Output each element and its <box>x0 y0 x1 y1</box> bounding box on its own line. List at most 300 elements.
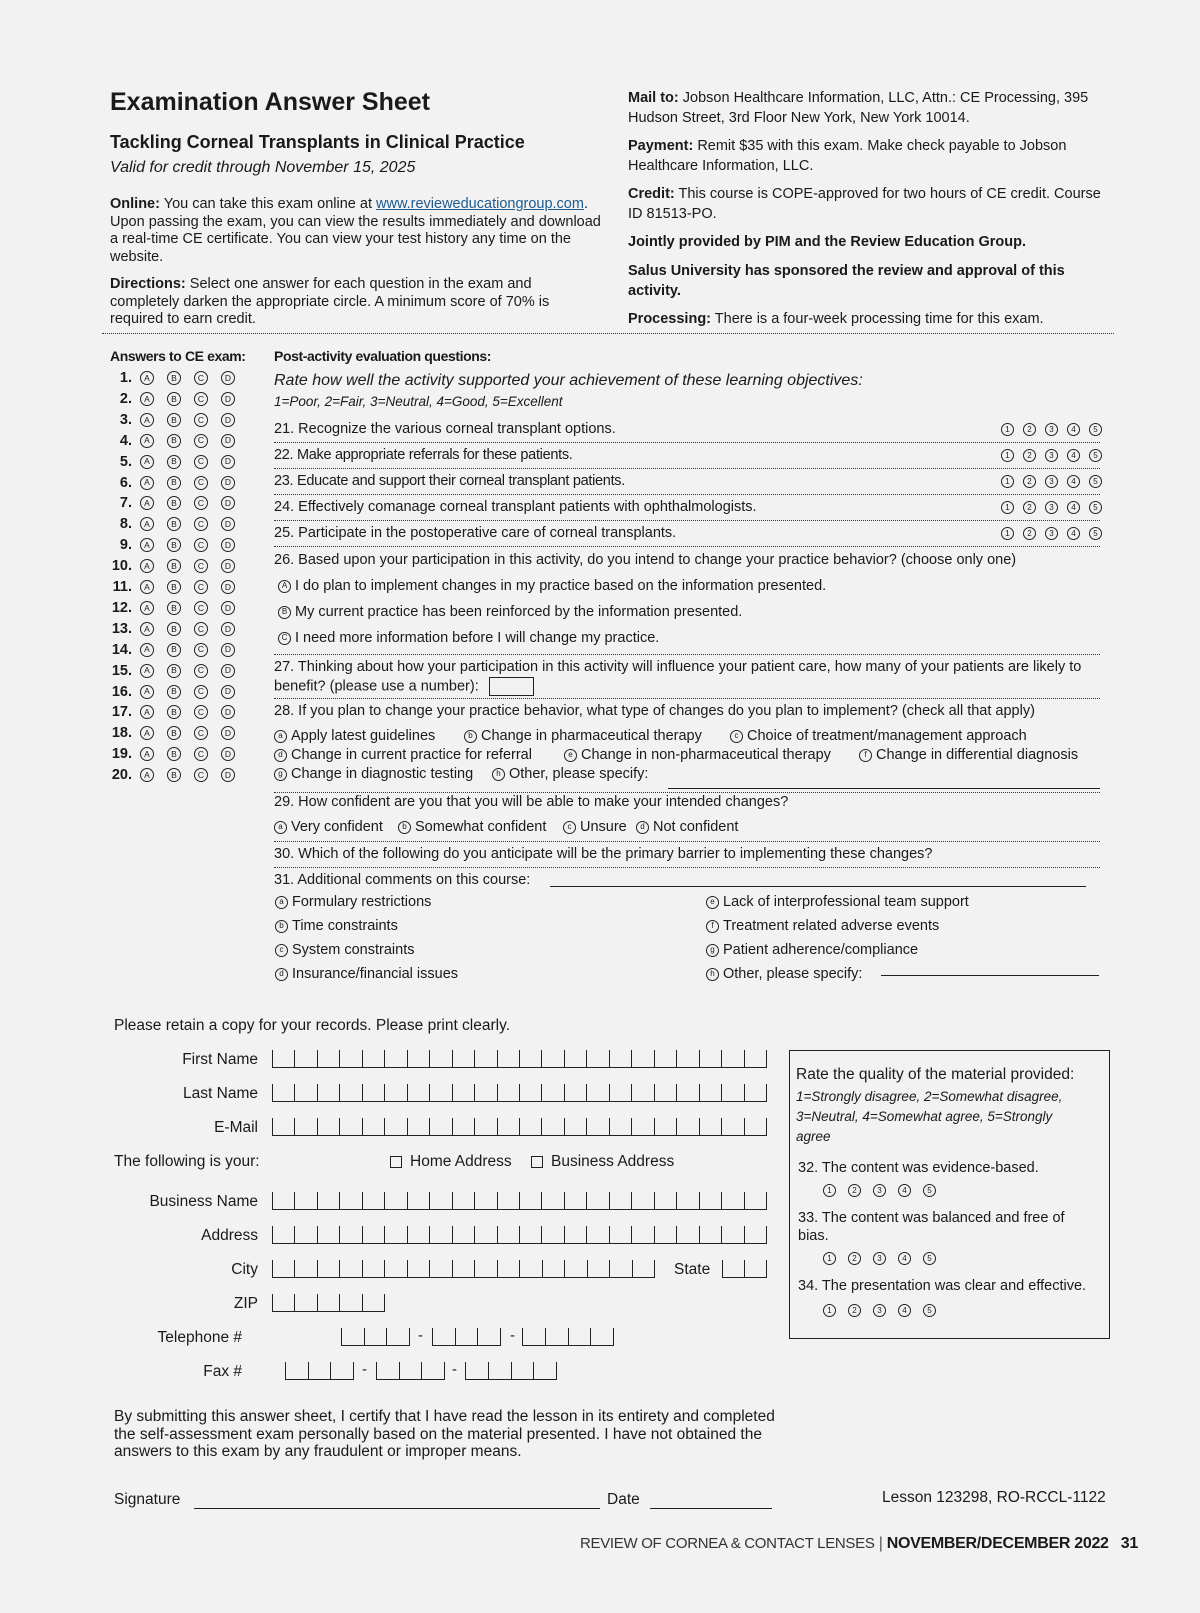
rating-bubble-5[interactable]: 5 <box>1089 423 1102 436</box>
q31-comment-line[interactable] <box>550 886 1086 887</box>
char-box[interactable] <box>744 1192 767 1209</box>
char-box[interactable] <box>429 1118 451 1135</box>
fax-line-boxes[interactable] <box>465 1362 557 1380</box>
answer-bubble-c[interactable]: C <box>194 726 208 740</box>
answer-bubble-b[interactable]: B <box>167 768 181 782</box>
answer-bubble-a[interactable]: A <box>140 601 154 615</box>
answer-bubble-d[interactable]: D <box>221 413 235 427</box>
answer-bubble-b[interactable]: B <box>167 538 181 552</box>
char-box[interactable] <box>564 1050 586 1067</box>
barrier-option-d[interactable] <box>275 966 458 982</box>
char-box[interactable] <box>384 1226 406 1243</box>
char-box[interactable] <box>339 1192 361 1209</box>
char-box[interactable] <box>429 1084 451 1101</box>
answer-bubble-a[interactable]: A <box>140 664 154 678</box>
answer-bubble-b[interactable]: B <box>167 643 181 657</box>
char-box[interactable] <box>339 1084 361 1101</box>
rating-bubble-2[interactable]: 2 <box>1023 423 1036 436</box>
q29-option-d[interactable] <box>636 819 738 835</box>
rating-bubble-4[interactable]: 4 <box>1067 501 1080 514</box>
char-box[interactable] <box>511 1362 534 1379</box>
rating-bubble-5[interactable]: 5 <box>1089 501 1102 514</box>
char-box[interactable] <box>339 1226 361 1243</box>
char-box[interactable] <box>474 1050 496 1067</box>
char-box[interactable] <box>522 1328 545 1345</box>
char-box[interactable] <box>317 1084 339 1101</box>
char-box[interactable] <box>474 1192 496 1209</box>
home-address-checkbox[interactable] <box>390 1156 402 1168</box>
barrier-option-h[interactable] <box>706 966 862 982</box>
char-box[interactable] <box>654 1226 676 1243</box>
answer-bubble-a[interactable]: A <box>140 580 154 594</box>
q29-option-c-bubble[interactable]: c <box>563 821 576 834</box>
answer-bubble-a[interactable]: A <box>140 476 154 490</box>
char-box[interactable] <box>399 1362 422 1379</box>
char-box[interactable] <box>272 1294 294 1311</box>
answer-bubble-b[interactable]: B <box>167 726 181 740</box>
char-box[interactable] <box>488 1362 511 1379</box>
quality-bubble-4[interactable]: 4 <box>898 1304 911 1317</box>
q28-option-f-bubble[interactable]: f <box>859 749 872 762</box>
q26-option-c-bubble[interactable]: C <box>278 632 291 645</box>
quality-bubble-2[interactable]: 2 <box>848 1252 861 1265</box>
quality-bubble-5[interactable]: 5 <box>923 1304 936 1317</box>
char-box[interactable] <box>541 1226 563 1243</box>
q29-option-d-bubble[interactable]: d <box>636 821 649 834</box>
char-box[interactable] <box>465 1362 488 1379</box>
char-box[interactable] <box>586 1050 608 1067</box>
answer-bubble-b[interactable]: B <box>167 517 181 531</box>
answer-bubble-a[interactable]: A <box>140 622 154 636</box>
answer-bubble-d[interactable]: D <box>221 517 235 531</box>
answer-bubble-a[interactable]: A <box>140 747 154 761</box>
char-box[interactable] <box>721 1050 743 1067</box>
rating-bubble-1[interactable]: 1 <box>1001 501 1014 514</box>
answer-bubble-d[interactable]: D <box>221 643 235 657</box>
char-box[interactable] <box>317 1294 339 1311</box>
char-box[interactable] <box>744 1084 767 1101</box>
answer-bubble-d[interactable]: D <box>221 726 235 740</box>
q29-option-a-bubble[interactable]: a <box>274 821 287 834</box>
char-box[interactable] <box>586 1192 608 1209</box>
answer-bubble-a[interactable]: A <box>140 643 154 657</box>
char-box[interactable] <box>384 1050 406 1067</box>
char-box[interactable] <box>384 1084 406 1101</box>
char-box[interactable] <box>631 1118 653 1135</box>
answer-bubble-d[interactable]: D <box>221 538 235 552</box>
char-box[interactable] <box>631 1050 653 1067</box>
rating-bubble-1[interactable]: 1 <box>1001 449 1014 462</box>
char-box[interactable] <box>362 1118 384 1135</box>
q26-option-c[interactable] <box>278 630 659 646</box>
answer-bubble-c[interactable]: C <box>194 664 208 678</box>
char-box[interactable] <box>474 1084 496 1101</box>
char-box[interactable] <box>609 1192 631 1209</box>
char-box[interactable] <box>294 1294 316 1311</box>
char-box[interactable] <box>294 1118 316 1135</box>
char-box[interactable] <box>407 1050 429 1067</box>
online-link[interactable]: www.revieweducationgroup.com <box>376 196 584 212</box>
char-box[interactable] <box>272 1260 294 1277</box>
rating-bubble-4[interactable]: 4 <box>1067 449 1080 462</box>
barrier-option-b-bubble[interactable]: b <box>275 920 288 933</box>
answer-bubble-d[interactable]: D <box>221 434 235 448</box>
answer-bubble-a[interactable]: A <box>140 371 154 385</box>
answer-bubble-d[interactable]: D <box>221 622 235 636</box>
char-box[interactable] <box>699 1084 721 1101</box>
char-box[interactable] <box>407 1192 429 1209</box>
q28-option-d[interactable] <box>274 747 532 763</box>
q29-option-a[interactable] <box>274 819 383 835</box>
answer-bubble-c[interactable]: C <box>194 747 208 761</box>
answer-bubble-b[interactable]: B <box>167 685 181 699</box>
char-box[interactable] <box>294 1226 316 1243</box>
barrier-option-a[interactable] <box>275 894 431 910</box>
char-box[interactable] <box>308 1362 331 1379</box>
q28-option-a[interactable] <box>274 728 435 744</box>
char-box[interactable] <box>722 1260 744 1277</box>
answer-bubble-b[interactable]: B <box>167 413 181 427</box>
rating-bubble-4[interactable]: 4 <box>1067 527 1080 540</box>
char-box[interactable] <box>452 1192 474 1209</box>
char-box[interactable] <box>272 1226 294 1243</box>
barrier-other-line[interactable] <box>881 975 1099 976</box>
char-box[interactable] <box>452 1118 474 1135</box>
answer-bubble-c[interactable]: C <box>194 685 208 699</box>
char-box[interactable] <box>631 1192 653 1209</box>
answer-bubble-a[interactable]: A <box>140 496 154 510</box>
q28-option-b-bubble[interactable]: b <box>464 730 477 743</box>
answer-bubble-c[interactable]: C <box>194 413 208 427</box>
char-box[interactable] <box>744 1260 767 1277</box>
answer-bubble-a[interactable]: A <box>140 392 154 406</box>
address-boxes[interactable] <box>272 1226 767 1244</box>
answer-bubble-a[interactable]: A <box>140 455 154 469</box>
quality-bubble-1[interactable]: 1 <box>823 1252 836 1265</box>
quality-bubble-1[interactable]: 1 <box>823 1304 836 1317</box>
quality-bubble-4[interactable]: 4 <box>898 1252 911 1265</box>
char-box[interactable] <box>339 1260 361 1277</box>
char-box[interactable] <box>721 1118 743 1135</box>
char-box[interactable] <box>564 1226 586 1243</box>
char-box[interactable] <box>587 1260 609 1277</box>
answer-bubble-d[interactable]: D <box>221 747 235 761</box>
answer-bubble-c[interactable]: C <box>194 371 208 385</box>
answer-bubble-d[interactable]: D <box>221 601 235 615</box>
char-box[interactable] <box>452 1050 474 1067</box>
rating-bubble-1[interactable]: 1 <box>1001 527 1014 540</box>
char-box[interactable] <box>429 1192 451 1209</box>
quality-bubble-4[interactable]: 4 <box>898 1184 911 1197</box>
answer-bubble-a[interactable]: A <box>140 559 154 573</box>
char-box[interactable] <box>497 1050 519 1067</box>
q26-option-b[interactable] <box>278 604 742 620</box>
quality-bubble-1[interactable]: 1 <box>823 1184 836 1197</box>
barrier-option-a-bubble[interactable]: a <box>275 896 288 909</box>
char-box[interactable] <box>721 1084 743 1101</box>
char-box[interactable] <box>317 1050 339 1067</box>
char-box[interactable] <box>654 1192 676 1209</box>
char-box[interactable] <box>272 1118 294 1135</box>
char-box[interactable] <box>407 1260 429 1277</box>
answer-bubble-c[interactable]: C <box>194 580 208 594</box>
char-box[interactable] <box>339 1118 361 1135</box>
char-box[interactable] <box>497 1084 519 1101</box>
char-box[interactable] <box>676 1084 698 1101</box>
char-box[interactable] <box>564 1084 586 1101</box>
char-box[interactable] <box>362 1192 384 1209</box>
char-box[interactable] <box>609 1084 631 1101</box>
answer-bubble-b[interactable]: B <box>167 559 181 573</box>
char-box[interactable] <box>432 1328 455 1345</box>
char-box[interactable] <box>631 1084 653 1101</box>
quality-bubble-3[interactable]: 3 <box>873 1304 886 1317</box>
barrier-option-g[interactable] <box>706 942 918 958</box>
q26-option-a-bubble[interactable]: A <box>278 580 291 593</box>
char-box[interactable] <box>631 1226 653 1243</box>
char-box[interactable] <box>421 1362 445 1379</box>
rating-bubble-5[interactable]: 5 <box>1089 527 1102 540</box>
char-box[interactable] <box>545 1328 568 1345</box>
char-box[interactable] <box>676 1050 698 1067</box>
q28-option-d-bubble[interactable]: d <box>274 749 287 762</box>
answer-bubble-b[interactable]: B <box>167 496 181 510</box>
q28-option-h[interactable] <box>492 766 648 782</box>
rating-bubble-5[interactable]: 5 <box>1089 475 1102 488</box>
char-box[interactable] <box>384 1260 406 1277</box>
char-box[interactable] <box>519 1226 541 1243</box>
char-box[interactable] <box>339 1050 361 1067</box>
char-box[interactable] <box>317 1260 339 1277</box>
email-boxes[interactable] <box>272 1118 767 1136</box>
business-address-option[interactable] <box>531 1153 674 1171</box>
char-box[interactable] <box>272 1050 294 1067</box>
answer-bubble-a[interactable]: A <box>140 538 154 552</box>
barrier-option-f[interactable] <box>706 918 939 934</box>
barrier-option-g-bubble[interactable]: g <box>706 944 719 957</box>
char-box[interactable] <box>362 1294 385 1311</box>
answer-bubble-c[interactable]: C <box>194 622 208 636</box>
answer-bubble-c[interactable]: C <box>194 476 208 490</box>
telephone-prefix-boxes[interactable] <box>432 1328 501 1346</box>
char-box[interactable] <box>699 1118 721 1135</box>
char-box[interactable] <box>519 1192 541 1209</box>
answer-bubble-b[interactable]: B <box>167 371 181 385</box>
q29-option-c[interactable] <box>563 819 627 835</box>
char-box[interactable] <box>721 1226 743 1243</box>
answer-bubble-a[interactable]: A <box>140 705 154 719</box>
char-box[interactable] <box>339 1294 361 1311</box>
char-box[interactable] <box>564 1260 586 1277</box>
rating-bubble-3[interactable]: 3 <box>1045 501 1058 514</box>
char-box[interactable] <box>744 1118 767 1135</box>
rating-bubble-2[interactable]: 2 <box>1023 449 1036 462</box>
answer-bubble-c[interactable]: C <box>194 601 208 615</box>
char-box[interactable] <box>407 1084 429 1101</box>
char-box[interactable] <box>362 1050 384 1067</box>
rating-bubble-4[interactable]: 4 <box>1067 423 1080 436</box>
rating-bubble-2[interactable]: 2 <box>1023 501 1036 514</box>
char-box[interactable] <box>386 1328 410 1345</box>
answer-bubble-c[interactable]: C <box>194 768 208 782</box>
char-box[interactable] <box>452 1226 474 1243</box>
answer-bubble-b[interactable]: B <box>167 476 181 490</box>
char-box[interactable] <box>676 1118 698 1135</box>
answer-bubble-c[interactable]: C <box>194 434 208 448</box>
answer-bubble-b[interactable]: B <box>167 601 181 615</box>
quality-bubble-5[interactable]: 5 <box>923 1252 936 1265</box>
answer-bubble-b[interactable]: B <box>167 580 181 594</box>
char-box[interactable] <box>654 1050 676 1067</box>
rating-bubble-3[interactable]: 3 <box>1045 475 1058 488</box>
char-box[interactable] <box>721 1192 743 1209</box>
quality-bubble-2[interactable]: 2 <box>848 1184 861 1197</box>
fax-prefix-boxes[interactable] <box>376 1362 445 1380</box>
char-box[interactable] <box>609 1226 631 1243</box>
q26-option-a[interactable] <box>278 578 826 594</box>
answer-bubble-c[interactable]: C <box>194 538 208 552</box>
char-box[interactable] <box>699 1226 721 1243</box>
char-box[interactable] <box>376 1362 399 1379</box>
char-box[interactable] <box>317 1192 339 1209</box>
home-address-option[interactable] <box>390 1153 512 1171</box>
signature-line[interactable] <box>194 1508 600 1509</box>
char-box[interactable] <box>676 1192 698 1209</box>
barrier-option-b[interactable] <box>275 918 398 934</box>
char-box[interactable] <box>429 1260 451 1277</box>
char-box[interactable] <box>429 1050 451 1067</box>
barrier-option-c[interactable] <box>275 942 415 958</box>
char-box[interactable] <box>362 1226 384 1243</box>
q28-option-g[interactable] <box>274 766 473 782</box>
q28-option-c-bubble[interactable]: c <box>730 730 743 743</box>
char-box[interactable] <box>564 1192 586 1209</box>
rating-bubble-2[interactable]: 2 <box>1023 475 1036 488</box>
char-box[interactable] <box>699 1050 721 1067</box>
char-box[interactable] <box>519 1118 541 1135</box>
char-box[interactable] <box>497 1226 519 1243</box>
answer-bubble-a[interactable]: A <box>140 517 154 531</box>
char-box[interactable] <box>586 1118 608 1135</box>
char-box[interactable] <box>317 1226 339 1243</box>
q29-option-b[interactable] <box>398 819 546 835</box>
char-box[interactable] <box>474 1260 496 1277</box>
answer-bubble-c[interactable]: C <box>194 455 208 469</box>
answer-bubble-c[interactable]: C <box>194 705 208 719</box>
char-box[interactable] <box>497 1192 519 1209</box>
char-box[interactable] <box>497 1118 519 1135</box>
char-box[interactable] <box>294 1260 316 1277</box>
barrier-option-e-bubble[interactable]: e <box>706 896 719 909</box>
answer-bubble-b[interactable]: B <box>167 664 181 678</box>
char-box[interactable] <box>699 1192 721 1209</box>
char-box[interactable] <box>654 1118 676 1135</box>
q27-input[interactable] <box>489 677 534 696</box>
rating-bubble-3[interactable]: 3 <box>1045 527 1058 540</box>
char-box[interactable] <box>541 1192 563 1209</box>
char-box[interactable] <box>330 1362 354 1379</box>
q29-option-b-bubble[interactable]: b <box>398 821 411 834</box>
answer-bubble-c[interactable]: C <box>194 643 208 657</box>
rating-bubble-4[interactable]: 4 <box>1067 475 1080 488</box>
char-box[interactable] <box>541 1118 563 1135</box>
char-box[interactable] <box>609 1050 631 1067</box>
char-box[interactable] <box>609 1260 631 1277</box>
quality-bubble-5[interactable]: 5 <box>923 1184 936 1197</box>
answer-bubble-d[interactable]: D <box>221 580 235 594</box>
answer-bubble-d[interactable]: D <box>221 371 235 385</box>
date-line[interactable] <box>650 1508 772 1509</box>
char-box[interactable] <box>317 1118 339 1135</box>
char-box[interactable] <box>542 1260 564 1277</box>
q26-option-b-bubble[interactable]: B <box>278 606 291 619</box>
rating-bubble-1[interactable]: 1 <box>1001 423 1014 436</box>
barrier-option-f-bubble[interactable]: f <box>706 920 719 933</box>
char-box[interactable] <box>452 1260 474 1277</box>
char-box[interactable] <box>568 1328 591 1345</box>
char-box[interactable] <box>474 1118 496 1135</box>
char-box[interactable] <box>294 1084 316 1101</box>
char-box[interactable] <box>519 1050 541 1067</box>
char-box[interactable] <box>519 1084 541 1101</box>
char-box[interactable] <box>632 1260 655 1277</box>
answer-bubble-d[interactable]: D <box>221 455 235 469</box>
rating-bubble-1[interactable]: 1 <box>1001 475 1014 488</box>
q28-option-e[interactable] <box>564 747 831 763</box>
quality-bubble-3[interactable]: 3 <box>873 1252 886 1265</box>
barrier-option-d-bubble[interactable]: d <box>275 968 288 981</box>
answer-bubble-b[interactable]: B <box>167 434 181 448</box>
char-box[interactable] <box>609 1118 631 1135</box>
char-box[interactable] <box>474 1226 496 1243</box>
telephone-line-boxes[interactable] <box>522 1328 614 1346</box>
quality-bubble-2[interactable]: 2 <box>848 1304 861 1317</box>
char-box[interactable] <box>364 1328 387 1345</box>
barrier-option-c-bubble[interactable]: c <box>275 944 288 957</box>
char-box[interactable] <box>744 1226 767 1243</box>
char-box[interactable] <box>533 1362 557 1379</box>
first-name-boxes[interactable] <box>272 1050 767 1068</box>
answer-bubble-c[interactable]: C <box>194 496 208 510</box>
char-box[interactable] <box>384 1118 406 1135</box>
char-box[interactable] <box>285 1362 308 1379</box>
q28-option-e-bubble[interactable]: e <box>564 749 577 762</box>
q28-option-g-bubble[interactable]: g <box>274 768 287 781</box>
answer-bubble-b[interactable]: B <box>167 455 181 469</box>
city-boxes[interactable] <box>272 1260 655 1278</box>
char-box[interactable] <box>541 1084 563 1101</box>
answer-bubble-d[interactable]: D <box>221 559 235 573</box>
answer-bubble-c[interactable]: C <box>194 392 208 406</box>
state-boxes[interactable] <box>722 1260 767 1278</box>
char-box[interactable] <box>429 1226 451 1243</box>
rating-bubble-3[interactable]: 3 <box>1045 449 1058 462</box>
char-box[interactable] <box>519 1260 541 1277</box>
answer-bubble-b[interactable]: B <box>167 747 181 761</box>
char-box[interactable] <box>744 1050 767 1067</box>
char-box[interactable] <box>272 1084 294 1101</box>
answer-bubble-a[interactable]: A <box>140 768 154 782</box>
answer-bubble-d[interactable]: D <box>221 476 235 490</box>
quality-bubble-3[interactable]: 3 <box>873 1184 886 1197</box>
rating-bubble-5[interactable]: 5 <box>1089 449 1102 462</box>
answer-bubble-c[interactable]: C <box>194 517 208 531</box>
q28-option-c[interactable] <box>730 728 1027 744</box>
char-box[interactable] <box>477 1328 501 1345</box>
char-box[interactable] <box>586 1226 608 1243</box>
answer-bubble-d[interactable]: D <box>221 768 235 782</box>
q28-option-f[interactable] <box>859 747 1078 763</box>
